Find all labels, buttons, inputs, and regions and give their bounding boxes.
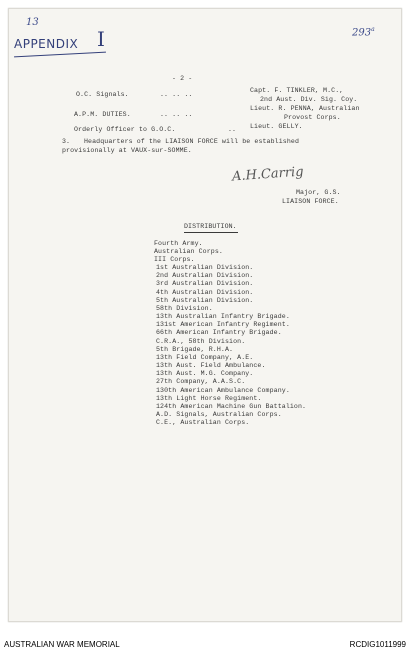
distribution-item: 13th Aust. Field Ambulance. [156, 362, 266, 369]
assignment-name: Lieut. GELLY. [250, 123, 303, 130]
footer-reference-id: RCDIG1011999 [349, 640, 406, 649]
signatory-title: Major, G.S. [296, 189, 341, 196]
assignment-detail: 2nd Aust. Div. Sig. Coy. [260, 96, 358, 103]
assignment-role: A.P.M. DUTIES. [74, 111, 131, 118]
paragraph-number: 3. [62, 138, 71, 145]
assignment-role: O.C. Signals. [76, 91, 129, 98]
distribution-item: 27th Company, A.A.S.C. [156, 378, 246, 385]
paragraph-line-2: provisionally at VAUX-sur-SOMME. [62, 147, 192, 154]
assignment-role: Orderly Officer to G.O.C. [74, 126, 176, 133]
assignment-name: Capt. F. TINKLER, M.C., [250, 87, 344, 94]
assignment-dots: .. .. .. [160, 111, 193, 118]
distribution-item: Fourth Army. [154, 240, 203, 247]
assignment-detail: Provost Corps. [284, 114, 341, 121]
distribution-item: 66th American Infantry Brigade. [156, 329, 282, 336]
appendix-number: I [97, 27, 105, 51]
distribution-item: 13th Field Company, A.E. [156, 354, 254, 361]
paragraph-line-1: Headquarters of the LIAISON FORCE will be established [84, 138, 300, 145]
distribution-item: 1st Australian Division. [156, 264, 254, 271]
handwritten-signature: A.H.Carrig [231, 164, 305, 185]
distribution-item: A.D. Signals, Australian Corps. [156, 411, 282, 418]
distribution-item: 131st American Infantry Regiment. [156, 321, 290, 328]
assignment-dots: .. .. .. [160, 91, 193, 98]
distribution-heading-underline [184, 232, 238, 233]
page-number: - 2 - [172, 75, 193, 82]
distribution-item: III Corps. [154, 256, 195, 263]
annotation-top-right-number: 293 [352, 27, 372, 39]
distribution-item: C.E., Australian Corps. [156, 419, 250, 426]
annotation-top-right-sup: a [371, 26, 375, 33]
distribution-item: 58th Division. [156, 305, 213, 312]
footer-attribution: AUSTRALIAN WAR MEMORIAL [4, 640, 120, 649]
distribution-item: C.R.A., 58th Division. [156, 338, 246, 345]
distribution-item: 2nd Australian Division. [156, 272, 254, 279]
distribution-item: 5th Brigade, R.H.A. [156, 346, 234, 353]
distribution-item: 13th Australian Infantry Brigade. [156, 313, 290, 320]
distribution-item: 124th American Machine Gun Battalion. [156, 403, 307, 410]
distribution-heading: DISTRIBUTION. [184, 223, 237, 230]
annotation-top-left: 13 [26, 17, 39, 28]
distribution-item: 5th Australian Division. [156, 297, 254, 304]
distribution-item: 13th Aust. M.G. Company. [156, 370, 254, 377]
annotation-top-right [352, 26, 375, 38]
distribution-item: 13th Light Horse Regiment. [156, 395, 262, 402]
appendix-label: APPENDIX [14, 37, 79, 51]
distribution-item: 130th American Ambulance Company. [156, 387, 290, 394]
distribution-item: 4th Australian Division. [156, 289, 254, 296]
assignment-dots: .. [228, 126, 237, 133]
distribution-item: 3rd Australian Division. [156, 280, 254, 287]
signatory-unit: LIAISON FORCE. [282, 198, 339, 205]
distribution-item: Australian Corps. [154, 248, 223, 255]
assignment-name: Lieut. R. PENNA, Australian [250, 105, 360, 112]
